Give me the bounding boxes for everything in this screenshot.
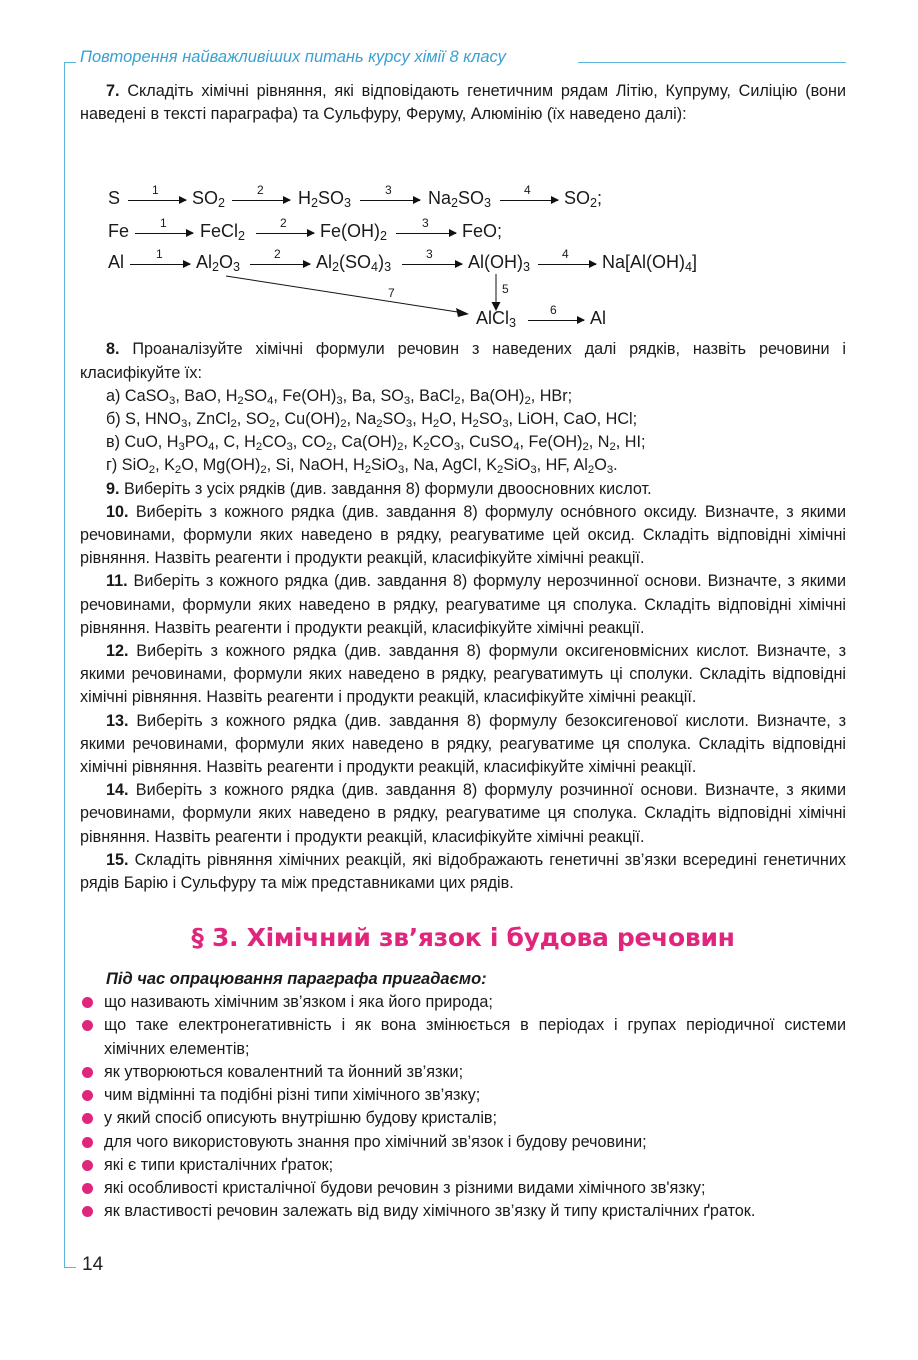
bullet-dot-icon (82, 1206, 93, 1217)
formula-alcl3: AlCl$_3$ (476, 308, 517, 331)
frame-line-bottom (64, 1267, 76, 1268)
task-8 (80, 338, 846, 384)
formula-al2so43: $Al_2(SO_4)_3$ (316, 252, 392, 275)
arrow (528, 320, 584, 321)
list-item: що таке електронегативність і як вона змінюється в періодах і групах періодичної системи хімічних елементів; (80, 1014, 846, 1060)
formula-row-v: в) CuO, $H_3PO_4$, C, $H_2CO_3$, $CO_2$, $Ca(OH)_2$, $K_2CO_3$, CuSO$_4$, $Fe(OH)_2$, $N_2$, HI; (106, 433, 646, 454)
arrow-number: 2 (280, 216, 287, 231)
page-number: 14 (82, 1254, 104, 1275)
formula-fe: Fe (108, 221, 130, 242)
arrow-number: 7 (388, 286, 395, 301)
recall-list (80, 991, 846, 1223)
bullet-dot-icon (82, 1020, 93, 1031)
frame-line-top (64, 62, 76, 63)
arrow (396, 233, 456, 234)
task-number: 7. (106, 82, 120, 100)
formula-naaloh4: $Na[Al(OH)_4]$ (602, 252, 698, 275)
formula-fecl2: FeCl$_2$ (200, 221, 246, 244)
section-title: § 3. Хімічний зв’язок і будова речовин (191, 923, 735, 953)
arrow-number: 4 (562, 247, 569, 262)
recall-heading: Під час опрацювання параграфа пригадаємо: (106, 970, 487, 989)
formula-so2: $SO_2$ (192, 188, 226, 211)
formula-so2-end: $SO_2$; (564, 188, 603, 211)
formula-feo: FeO; (462, 221, 503, 242)
formula-al2o3: $Al_2O_3$ (196, 252, 241, 275)
formula-h2so3: $H_2SO_3$ (298, 188, 352, 211)
formula-al: Al (108, 252, 125, 273)
list-item: чим відмінні та подібні різні типи хімічного зв’язку; (80, 1084, 846, 1107)
formula-aloh3: $Al(OH)_3$ (468, 252, 531, 275)
arrow-number: 3 (385, 183, 392, 198)
arrow (256, 233, 314, 234)
arrow-number: 6 (550, 303, 557, 318)
task-12: 12. Виберіть з кожного рядка (див. завдання 8) формули оксигеновмісних кислот. Визначте, з якими речовинами, формули яких наведено в рядку, реагуватимуть ці сполуки. Складіть відповідні хімічні рівняння. Назвіть реагенти і продукти реакцій, класифікуйте хімічні реакції. (80, 642, 846, 707)
arrow-number: 2 (274, 247, 281, 262)
bullet-dot-icon (82, 1160, 93, 1171)
arrow-number: 5 (502, 282, 509, 297)
frame-line-left (64, 62, 65, 1267)
list-item: які є типи кристалічних ґраток; (80, 1154, 846, 1177)
genetic-scheme (80, 128, 846, 338)
arrow-number: 3 (426, 247, 433, 262)
arrow (500, 200, 558, 201)
arrow (130, 264, 190, 265)
arrow (402, 264, 462, 265)
arrow (128, 200, 186, 201)
page-content (80, 80, 846, 1223)
arrow (250, 264, 310, 265)
arrow (360, 200, 420, 201)
running-title: Повторення найважливіших питань курсу хімії 8 класу (80, 48, 506, 66)
arrow (538, 264, 596, 265)
task-text: Проаналізуйте хімічні формули речовин з наведених далі рядків, назвіть речовини і класифікуйте їх: (80, 340, 846, 382)
task-13: 13. Виберіть з кожного рядка (див. завдання 8) формулу безоксигенової кислоти. Визначте, з якими речовинами, формули яких наведено в рядку, реагуватиме ця сполука. Складіть відповідні хімічні рівняння. Назвіть реагенти і продукти реакцій, класифікуйте хімічні реакції. (80, 711, 846, 777)
list-item: як властивості речовин залежать від виду хімічного зв’язку й типу кристалічних ґраток. (80, 1200, 846, 1223)
formula-feoh2: $Fe(OH)_2$ (320, 221, 388, 244)
task-14: 14. Виберіть з кожного рядка (див. завдання 8) формулу розчинної основи. Визначте, з якими речовинами, формули яких наведено в рядку, реагуватиме ця сполука. Складіть відповідні хімічні рівняння. Назвіть реагенти і продукти реакцій, класифікуйте хімічні реакції. (80, 781, 846, 846)
frame-line-top-right (578, 62, 846, 63)
bullet-dot-icon (82, 1137, 93, 1148)
arrow-number: 4 (524, 183, 531, 198)
arrow (135, 233, 193, 234)
arrow (232, 200, 290, 201)
formula-na2so3: $Na_2SO_3$ (428, 188, 492, 211)
list-item: як утворюються ковалентний та йонний зв’язки; (80, 1061, 846, 1084)
arrow-number: 1 (156, 247, 163, 262)
task-7 (80, 80, 846, 126)
task-text: Складіть хімічні рівняння, які відповідають генетичним рядам Літію, Купруму, Силіцію (вони наведені в тексті параграфа) та Сульфуру, Феруму, Алюмінію (їх наведено далі): (80, 82, 846, 124)
list-item: для чого використовують знання про хімічний зв’язок і будову речовини; (80, 1131, 846, 1154)
task-9: 9. Виберіть з усіх рядків (див. завдання 8) формули двоосновних кислот. (106, 479, 652, 498)
formula-s: S (108, 188, 121, 209)
arrow-number: 1 (160, 216, 167, 231)
bullet-dot-icon (82, 1183, 93, 1194)
list-item: які особливості кристалічної будови речовин з різними видами хімічного зв'язку; (80, 1177, 846, 1200)
arrow-number: 2 (257, 183, 264, 198)
task-10: 10. Виберіть з кожного рядка (див. завдання 8) формулу оснóвного оксиду. Визначте, з якими речовинами, формули яких наведено в рядку, реагуватиме цей оксид. Складіть відповідні хімічні рівняння. Назвіть реагенти і продукти реакцій, класифікуйте хімічні реакції. (80, 502, 846, 568)
arrow-diagonal (220, 274, 480, 324)
formula-row-g: г) SiO$_2$, $K_2O$, $Mg(OH)_2$, Si, NaOH, $H_2SiO_3$, Na, AgCl, $K_2SiO_3$, HF, $Al_2O_3$. (106, 456, 618, 477)
formula-row-a: а) CaSO$_3$, BaO, $H_2SO_4$, $Fe(OH)_3$, Ba, $SO_3$, BaCl$_2$, $Ba(OH)_2$, HBr; (106, 386, 573, 407)
task-15: 15. Складіть рівняння хімічних реакцій, які відображають генетичні зв’язки всередині генетичних рядів Барію і Сульфуру та між представниками цих рядів. (80, 850, 846, 893)
bullet-dot-icon (82, 1113, 93, 1124)
bullet-dot-icon (82, 1090, 93, 1101)
bullet-dot-icon (82, 997, 93, 1008)
list-item: у який спосіб описують внутрішню будову кристалів; (80, 1107, 846, 1130)
list-item: що називають хімічним зв’язком і яка його природа; (80, 991, 846, 1014)
arrow-number: 1 (152, 183, 159, 198)
formula-rows (80, 385, 846, 478)
task-11: 11. Виберіть з кожного рядка (див. завдання 8) формулу нерозчинної основи. Визначте, з якими речовинами, формули яких наведено в рядку, реагуватиме ця сполука. Складіть відповідні хімічні рівняння. Назвіть реагенти і продукти реакцій, класифікуйте хімічні реакції. (80, 572, 846, 637)
task-number: 8. (106, 340, 120, 359)
formula-row-b: б) S, $HNO_3$, ZnCl$_2$, $SO_2$, $Cu(OH)_2$, $Na_2SO_3$, $H_2O$, $H_2SO_3$, LiOH, CaO, HCl; (106, 410, 638, 430)
formula-al-end: Al (590, 308, 607, 329)
arrow-number: 3 (422, 216, 429, 231)
bullet-dot-icon (82, 1067, 93, 1078)
